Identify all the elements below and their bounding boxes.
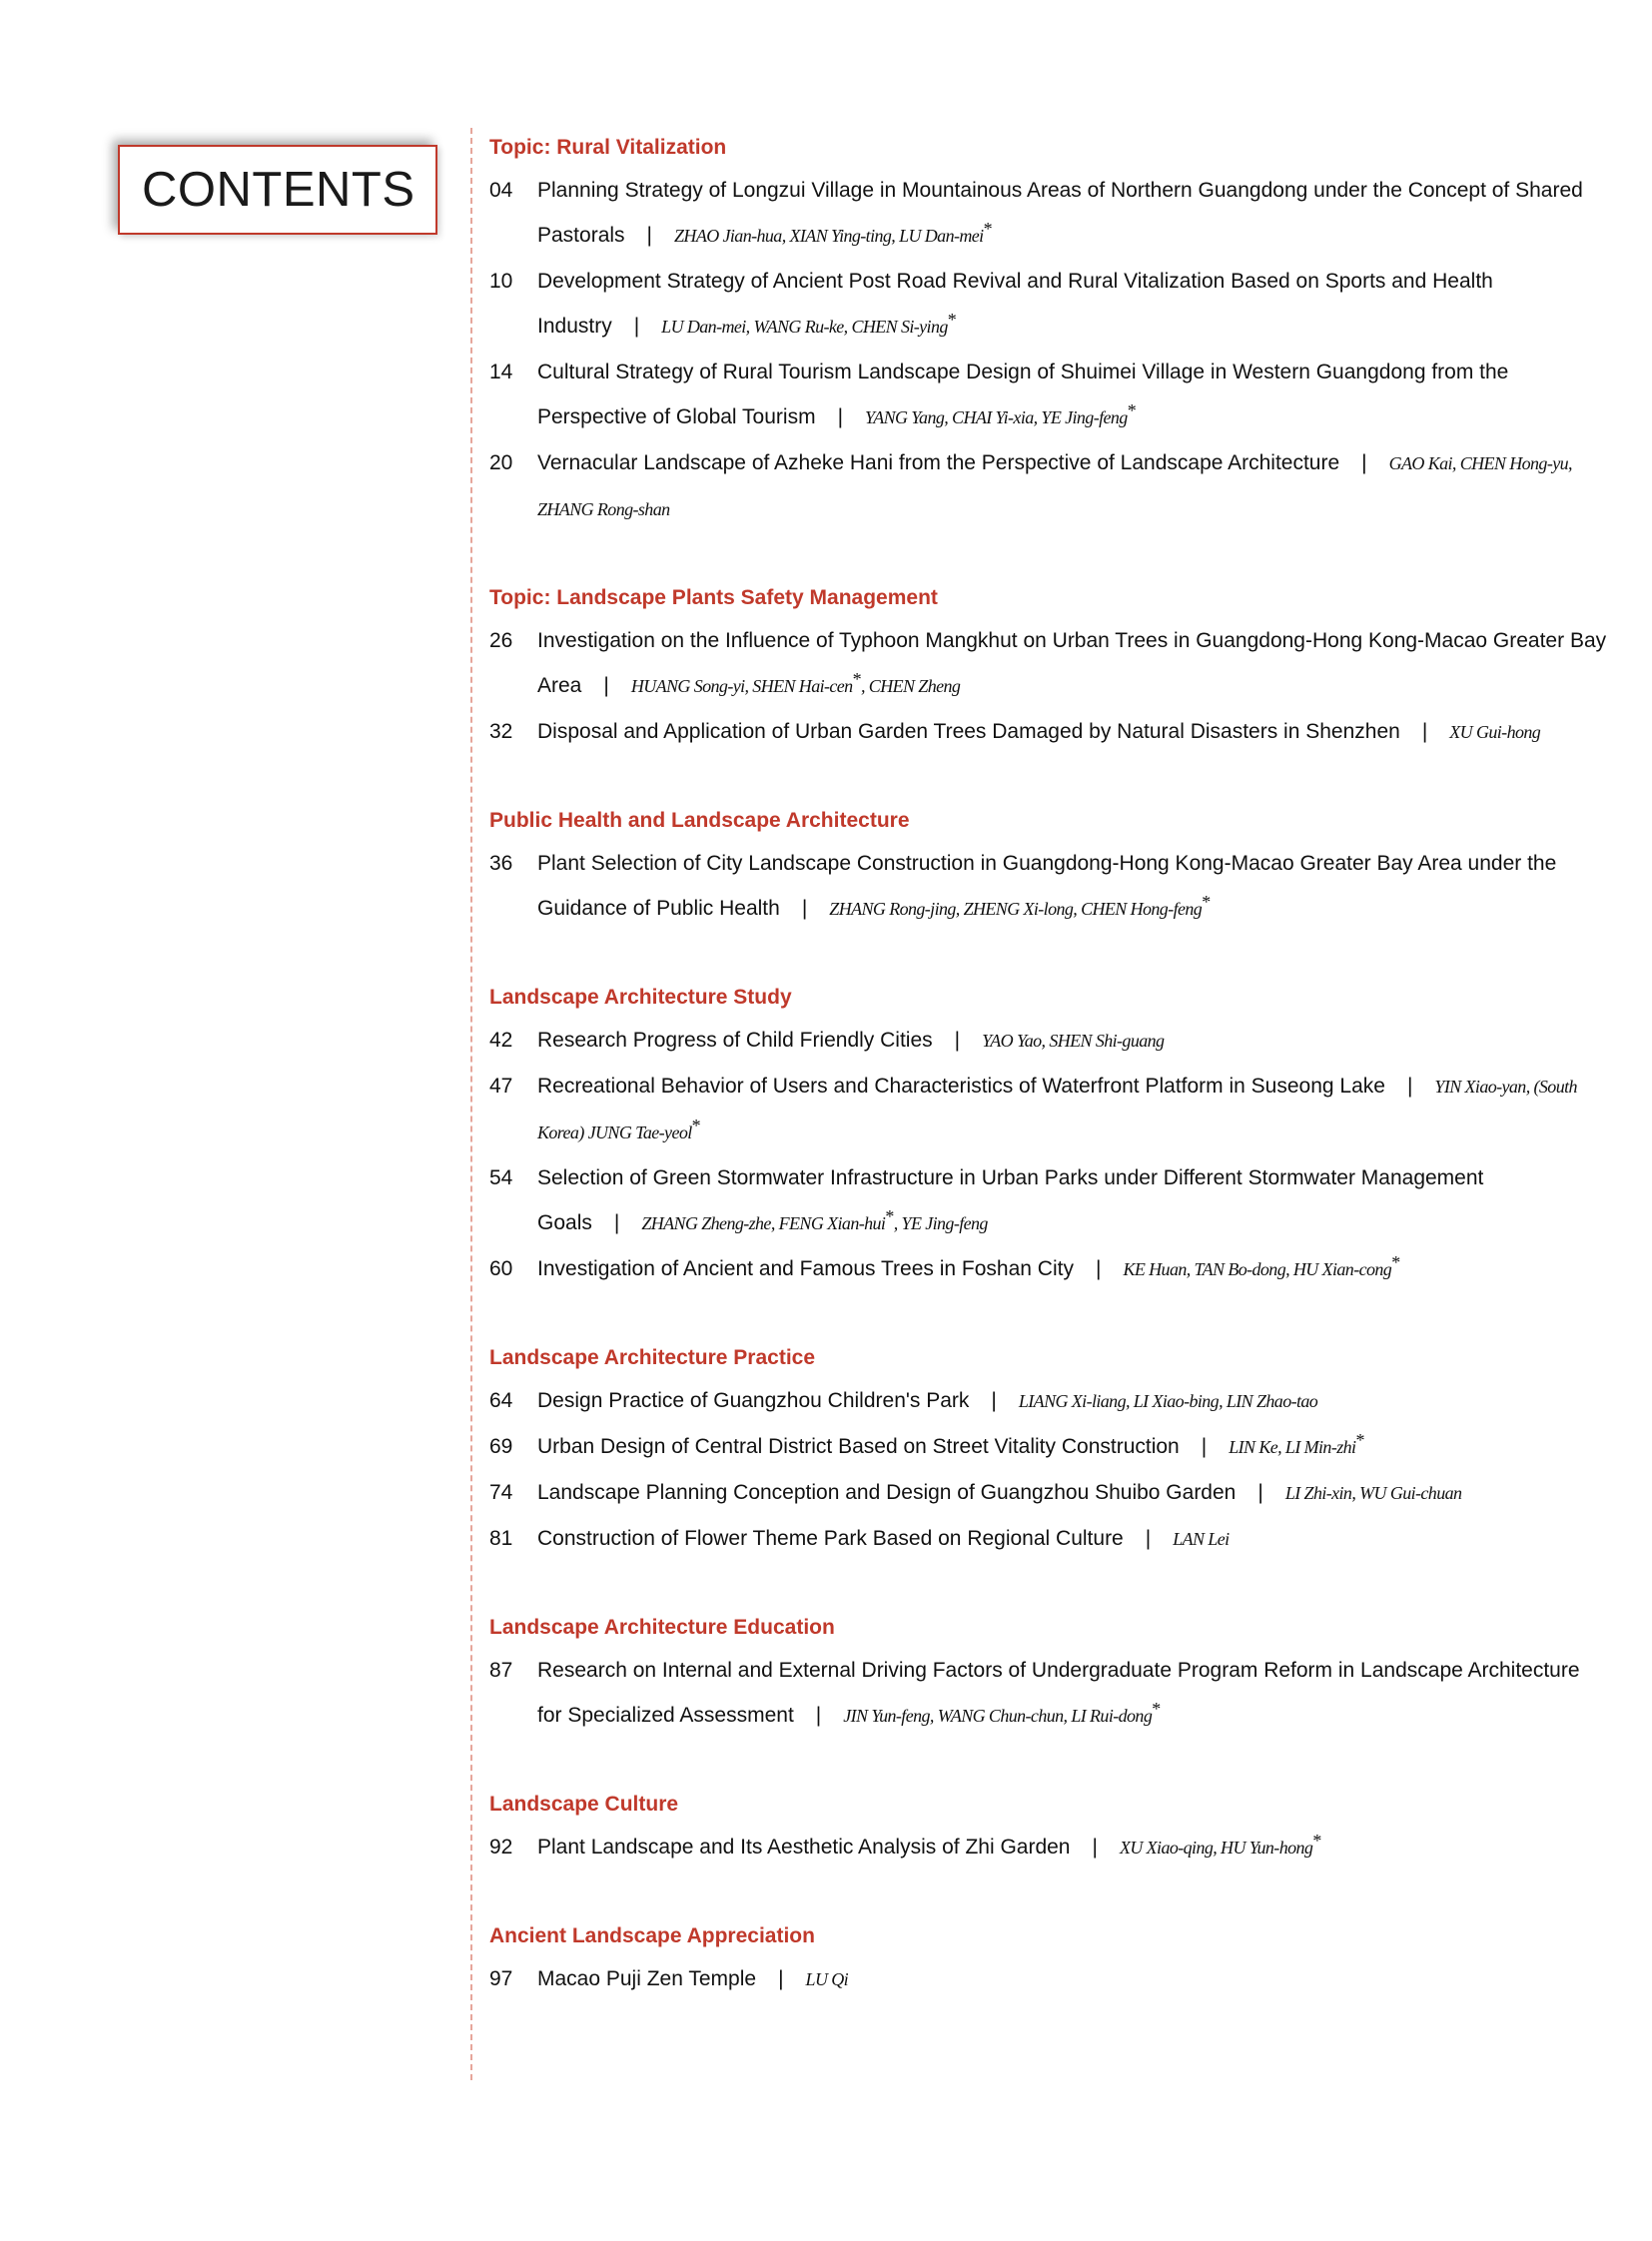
toc-entry[interactable]: [489, 1378, 1608, 1424]
article-authors: [1120, 1831, 1321, 1858]
corresponding-author-mark: *: [983, 219, 992, 239]
author-names: LIN Ke, LI Min-zhi: [1229, 1437, 1356, 1457]
toc-entry[interactable]: [489, 1648, 1608, 1739]
toc-entry[interactable]: [489, 168, 1608, 259]
author-names: LI Zhi-xin, WU Gui-chuan: [1284, 1483, 1462, 1503]
article-authors: [806, 1969, 849, 1989]
section-title: Landscape Architecture Practice: [489, 1346, 816, 1369]
author-names: YAO Yao, SHEN Shi-guang: [982, 1031, 1165, 1051]
toc-section: [489, 1338, 1608, 1562]
separator-bar: |: [1406, 1075, 1413, 1098]
corresponding-author-mark: *: [1127, 400, 1137, 420]
page-number: 60: [489, 1257, 513, 1280]
separator-bar: |: [1361, 451, 1367, 474]
section-title: Topic: Rural Vitalization: [489, 136, 727, 159]
separator-bar: |: [1092, 1836, 1098, 1859]
corresponding-author-mark: *: [1202, 892, 1211, 912]
toc-entry[interactable]: [489, 1516, 1608, 1562]
toc-section: [489, 801, 1608, 932]
article-title: Investigation on the Influence of Typhoon Mangkhut on Urban Trees in Guangdong-Hong Kong-Macao Greater Bay Area: [537, 629, 1607, 697]
separator-bar: |: [1095, 1257, 1102, 1280]
section-title: Landscape Architecture Education: [489, 1616, 835, 1639]
separator-bar: |: [1201, 1435, 1208, 1458]
section-title: Topic: Landscape Plants Safety Management: [489, 586, 938, 609]
separator-bar: |: [646, 224, 653, 247]
article-title: Research Progress of Child Friendly Cities: [537, 1029, 933, 1052]
author-names: ZHAO Jian-hua, XIAN Ying-ting, LU Dan-mei: [674, 226, 984, 246]
article-title: Disposal and Application of Urban Garden Trees Damaged by Natural Disasters in Shenzhen: [537, 720, 1400, 743]
page-number: 36: [489, 852, 513, 875]
article-title: Investigation of Ancient and Famous Trees in Foshan City: [537, 1257, 1074, 1280]
article-authors: [1019, 1391, 1317, 1411]
separator-bar: |: [778, 1967, 784, 1990]
article-authors: [661, 310, 956, 337]
toc-section: [489, 978, 1608, 1292]
separator-bar: |: [1421, 720, 1428, 743]
page-number: 47: [489, 1075, 513, 1098]
separator-bar: |: [954, 1029, 961, 1052]
page-number: 10: [489, 270, 513, 293]
toc-entry[interactable]: [489, 1470, 1608, 1516]
toc-entry[interactable]: [489, 1018, 1608, 1064]
toc-section: [489, 1608, 1608, 1739]
author-names: KE Huan, TAN Bo-dong, HU Xian-cong: [1123, 1259, 1392, 1279]
page-number: 81: [489, 1527, 513, 1550]
separator-bar: |: [633, 315, 640, 338]
toc-entry[interactable]: [489, 1064, 1608, 1155]
article-title: Design Practice of Guangzhou Children's Park: [537, 1389, 970, 1412]
toc-entry[interactable]: [489, 709, 1608, 755]
toc-entry[interactable]: [489, 440, 1608, 532]
author-names: LAN Lei: [1173, 1529, 1230, 1549]
dashed-divider: [470, 128, 472, 2080]
separator-bar: |: [837, 405, 844, 428]
article-title: Development Strategy of Ancient Post Road Revival and Rural Vitalization Based on Sports and Health Industry: [537, 270, 1493, 338]
toc-entry[interactable]: [489, 1246, 1608, 1292]
article-authors: [982, 1031, 1164, 1051]
section-title: Public Health and Landscape Architecture: [489, 809, 910, 832]
corresponding-author-mark: *: [885, 1206, 894, 1226]
article-title: Planning Strategy of Longzui Village in Mountainous Areas of Northern Guangdong under the Concept of Shared Pastorals: [537, 179, 1583, 247]
article-authors: [1449, 722, 1540, 742]
article-title: Plant Landscape and Its Aesthetic Analysis of Zhi Garden: [537, 1836, 1071, 1859]
contents-heading: CONTENTS: [118, 145, 437, 235]
separator-bar: |: [1257, 1481, 1263, 1504]
separator-bar: |: [603, 674, 609, 697]
author-names: ZHANG Zheng-zhe, FENG Xian-hui: [641, 1213, 886, 1233]
article-title: Cultural Strategy of Rural Tourism Landscape Design of Shuimei Village in Western Guangdong from the Perspective of Global Tourism: [537, 361, 1509, 428]
toc-entry[interactable]: [489, 618, 1608, 709]
section-title: Landscape Architecture Study: [489, 986, 792, 1009]
additional-authors: , YE Jing-feng: [893, 1213, 988, 1233]
article-authors: [1173, 1529, 1229, 1549]
article-authors: [674, 219, 992, 246]
author-names: LU Dan-mei, WANG Ru-ke, CHEN Si-ying: [661, 317, 948, 337]
author-names: LIANG Xi-liang, LI Xiao-bing, LIN Zhao-tao: [1018, 1391, 1318, 1411]
table-of-contents: [489, 128, 1608, 2048]
article-title: Macao Puji Zen Temple: [537, 1967, 757, 1990]
author-names: YIN Xiao-yan, (South Korea) JUNG Tae-yeol: [537, 1077, 1577, 1142]
toc-section: [489, 578, 1608, 755]
section-title: Ancient Landscape Appreciation: [489, 1924, 815, 1947]
section-title: Landscape Culture: [489, 1793, 679, 1816]
corresponding-author-mark: *: [1152, 1699, 1161, 1719]
article-title: Urban Design of Central District Based on Street Vitality Construction: [537, 1435, 1180, 1458]
toc-entry[interactable]: [489, 1424, 1608, 1470]
page-number: 26: [489, 629, 513, 652]
article-authors: [865, 400, 1136, 427]
page-number: 04: [489, 179, 513, 202]
toc-section: [489, 1916, 1608, 2002]
page-number: 20: [489, 451, 513, 474]
article-authors: [1285, 1483, 1462, 1503]
author-names: XU Gui-hong: [1449, 722, 1541, 742]
author-names: YANG Yang, CHAI Yi-xia, YE Jing-feng: [865, 407, 1128, 427]
toc-section: [489, 128, 1608, 532]
author-names: GAO Kai, CHEN Hong-yu, ZHANG Rong-shan: [537, 453, 1572, 519]
corresponding-author-mark: *: [1391, 1252, 1400, 1272]
toc-entry[interactable]: [489, 841, 1608, 932]
page-number: 92: [489, 1836, 513, 1859]
article-title: Research on Internal and External Driving Factors of Undergraduate Program Reform in Landscape Architecture for Specialized Assessment: [537, 1659, 1580, 1727]
separator-bar: |: [815, 1704, 822, 1727]
author-names: XU Xiao-qing, HU Yun-hong: [1119, 1838, 1313, 1858]
article-title: Plant Selection of City Landscape Construction in Guangdong-Hong Kong-Macao Greater Bay Area under the Guidance of Public Health: [537, 852, 1557, 920]
author-names: ZHANG Rong-jing, ZHENG Xi-long, CHEN Hong-feng: [829, 899, 1203, 919]
article-authors: [641, 1206, 988, 1233]
page-number: 14: [489, 361, 513, 383]
author-names: JIN Yun-feng, WANG Chun-chun, LI Rui-dong: [843, 1706, 1153, 1726]
separator-bar: |: [1145, 1527, 1152, 1550]
article-title: Vernacular Landscape of Azheke Hani from the Perspective of Landscape Architecture: [537, 451, 1340, 474]
page-number: 64: [489, 1389, 513, 1412]
page-number: 97: [489, 1967, 513, 1990]
article-authors: [631, 669, 960, 696]
author-names: LU Qi: [805, 1969, 849, 1989]
corresponding-author-mark: *: [1312, 1831, 1321, 1851]
article-title: Recreational Behavior of Users and Characteristics of Waterfront Platform in Suseong Lake: [537, 1075, 1385, 1098]
page-number: 69: [489, 1435, 513, 1458]
page-number: 42: [489, 1029, 513, 1052]
page-number: 87: [489, 1659, 513, 1682]
article-authors: [1123, 1252, 1399, 1279]
separator-bar: |: [613, 1211, 620, 1234]
article-authors: [843, 1699, 1160, 1726]
author-names: HUANG Song-yi, SHEN Hai-cen: [630, 676, 853, 696]
toc-entry[interactable]: [489, 1956, 1608, 2002]
page-number: 54: [489, 1166, 513, 1189]
corresponding-author-mark: *: [691, 1116, 701, 1135]
corresponding-author-mark: *: [1355, 1430, 1364, 1450]
corresponding-author-mark: *: [852, 669, 861, 689]
separator-bar: |: [991, 1389, 997, 1412]
article-title: Landscape Planning Conception and Design of Guangzhou Shuibo Garden: [537, 1481, 1237, 1504]
page-number: 32: [489, 720, 513, 743]
toc-section: [489, 1785, 1608, 1870]
separator-bar: |: [801, 897, 808, 920]
corresponding-author-mark: *: [947, 310, 957, 330]
article-title: Construction of Flower Theme Park Based on Regional Culture: [537, 1527, 1124, 1550]
toc-entry[interactable]: [489, 259, 1608, 350]
toc-entry[interactable]: [489, 1825, 1608, 1870]
page-number: 74: [489, 1481, 513, 1504]
article-title: Selection of Green Stormwater Infrastructure in Urban Parks under Different Stormwater Management Goals: [537, 1166, 1484, 1234]
toc-entry[interactable]: [489, 1155, 1608, 1246]
article-authors: [829, 892, 1210, 919]
additional-authors: , CHEN Zheng: [861, 676, 961, 696]
toc-entry[interactable]: [489, 350, 1608, 440]
article-authors: [1229, 1430, 1364, 1457]
